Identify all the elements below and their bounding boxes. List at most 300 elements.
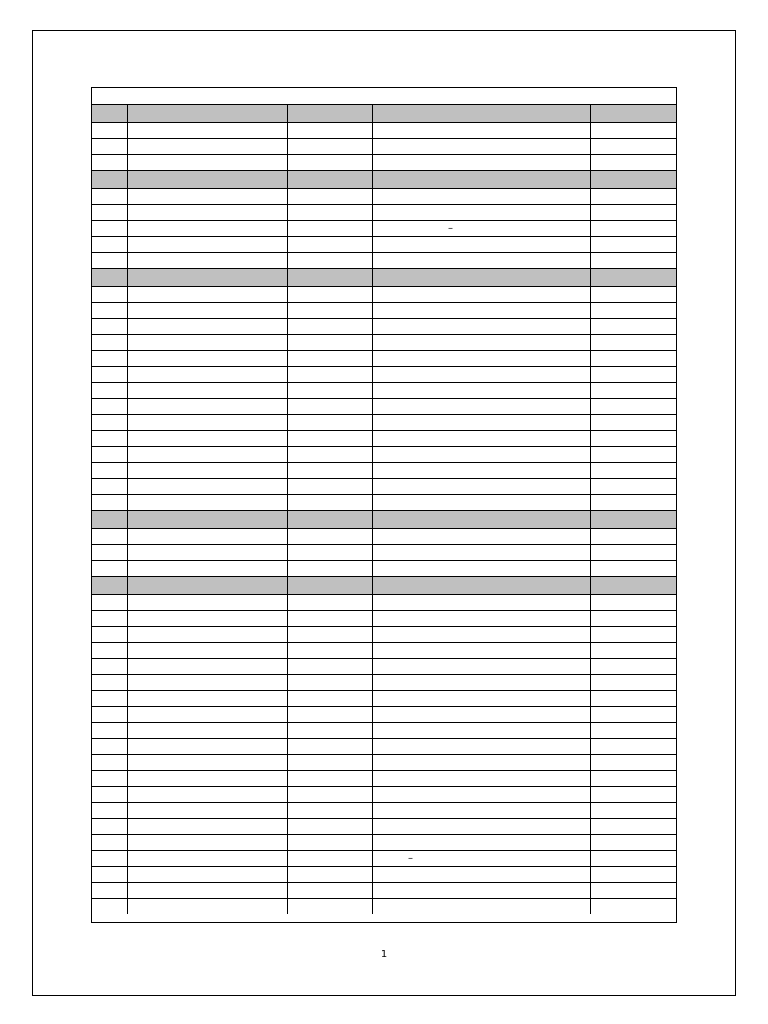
table-cell: [591, 787, 676, 802]
table-cell: [92, 739, 128, 754]
table-cell: [128, 529, 288, 544]
table-cell: [591, 707, 676, 722]
table-cell: [373, 335, 591, 350]
table-cell: [288, 595, 373, 610]
table-cell: [373, 755, 591, 770]
table-cell: [288, 253, 373, 268]
table-cell: [373, 787, 591, 802]
header-cell: [373, 511, 591, 528]
table-cell: [92, 479, 128, 494]
table-cell: [128, 643, 288, 658]
table-cell: [128, 707, 288, 722]
table-cell: [288, 899, 373, 914]
table-cell: [92, 835, 128, 850]
table-cell: [92, 155, 128, 170]
table-row: [92, 287, 676, 303]
table-cell: [128, 431, 288, 446]
table-cell: [373, 123, 591, 138]
table-row: [92, 139, 676, 155]
table-row: [92, 627, 676, 643]
table-cell: [373, 287, 591, 302]
table-cell: [92, 707, 128, 722]
table-cell: [373, 351, 591, 366]
table-cell: [591, 611, 676, 626]
table-cell: [373, 723, 591, 738]
table-cell: [591, 755, 676, 770]
table-cell: [288, 787, 373, 802]
table-cell: [92, 755, 128, 770]
table-cell: [92, 899, 128, 914]
header-cell: [288, 577, 373, 594]
table-cell: [591, 899, 676, 914]
table-row: [92, 659, 676, 675]
table-cell: [591, 723, 676, 738]
table-row: [92, 319, 676, 335]
table-cell: [128, 627, 288, 642]
table-cell: [591, 495, 676, 510]
table-cell: [128, 253, 288, 268]
table-cell: [288, 611, 373, 626]
table-cell: [373, 155, 591, 170]
table-cell: [92, 723, 128, 738]
table-cell: [288, 545, 373, 560]
table-cell: [128, 495, 288, 510]
header-cell: [92, 269, 128, 286]
table-cell: [92, 237, 128, 252]
table-cell: [373, 803, 591, 818]
table-row: [92, 479, 676, 495]
table-cell: [591, 675, 676, 690]
table-cell: [92, 627, 128, 642]
table-cell: [591, 205, 676, 220]
table-cell: [92, 643, 128, 658]
table-cell: [92, 611, 128, 626]
table-row: [92, 205, 676, 221]
table-cell: [373, 739, 591, 754]
table-row: [92, 253, 676, 269]
table-cell: [373, 237, 591, 252]
table-cell: [591, 463, 676, 478]
table-cell: [288, 447, 373, 462]
table-cell: [92, 867, 128, 882]
section-header-row: [92, 171, 676, 189]
table-cell: [373, 771, 591, 786]
table-cell: [128, 189, 288, 204]
table-row: [92, 351, 676, 367]
section-header-row: [92, 269, 676, 287]
table-cell: [591, 819, 676, 834]
section-header-row: [92, 105, 676, 123]
table-row: [92, 529, 676, 545]
table-row: [92, 595, 676, 611]
table-row: [92, 723, 676, 739]
table-row: [92, 771, 676, 787]
table-cell: [128, 351, 288, 366]
dash-mark: –: [448, 223, 453, 234]
table-cell: [591, 319, 676, 334]
table-cell: [288, 691, 373, 706]
table-cell: [128, 691, 288, 706]
table-title-row: [92, 88, 676, 105]
table-cell: [373, 561, 591, 576]
header-cell: [591, 171, 676, 188]
table-cell: [128, 561, 288, 576]
table-row: [92, 707, 676, 723]
table-cell: [128, 595, 288, 610]
table-cell: [288, 771, 373, 786]
table-cell: [288, 835, 373, 850]
table-cell: [92, 529, 128, 544]
table-cell: [288, 319, 373, 334]
table-cell: [128, 139, 288, 154]
section-header-row: [92, 577, 676, 595]
table-cell: [288, 739, 373, 754]
table-cell: [288, 303, 373, 318]
table-cell: [92, 189, 128, 204]
table-cell: [92, 447, 128, 462]
table-cell: [128, 819, 288, 834]
table-cell: [591, 561, 676, 576]
table-cell: [92, 803, 128, 818]
header-cell: [288, 269, 373, 286]
table-row: [92, 561, 676, 577]
table-row: [92, 399, 676, 415]
table-cell: [373, 495, 591, 510]
table-cell: [373, 479, 591, 494]
table-row: [92, 803, 676, 819]
table-cell: [288, 561, 373, 576]
table-cell: [128, 237, 288, 252]
table-body: [92, 105, 676, 914]
table-cell: [92, 399, 128, 414]
header-cell: [128, 269, 288, 286]
table-cell: [288, 367, 373, 382]
table-cell: [591, 529, 676, 544]
header-cell: [373, 269, 591, 286]
table-row: [92, 545, 676, 561]
table-cell: [373, 253, 591, 268]
table-row: [92, 755, 676, 771]
table-cell: [591, 123, 676, 138]
table-cell: [373, 319, 591, 334]
table-cell: [373, 221, 591, 236]
header-cell: [128, 511, 288, 528]
table-cell: [373, 691, 591, 706]
table-cell: [373, 529, 591, 544]
table-cell: [288, 851, 373, 866]
table-cell: [591, 771, 676, 786]
header-cell: [373, 171, 591, 188]
header-cell: [128, 105, 288, 122]
table-cell: [92, 495, 128, 510]
table-row: [92, 739, 676, 755]
table-cell: [373, 867, 591, 882]
table-row: [92, 495, 676, 511]
table-cell: [373, 851, 591, 866]
header-cell: [92, 105, 128, 122]
table-cell: [288, 529, 373, 544]
table-cell: [128, 303, 288, 318]
table-cell: [591, 851, 676, 866]
table-cell: [288, 755, 373, 770]
table-cell: [373, 383, 591, 398]
table-cell: [92, 287, 128, 302]
table-cell: [92, 221, 128, 236]
header-cell: [92, 511, 128, 528]
table-cell: [288, 463, 373, 478]
table-cell: [288, 659, 373, 674]
table-cell: [92, 675, 128, 690]
table-cell: [288, 139, 373, 154]
table-cell: [92, 771, 128, 786]
header-cell: [288, 105, 373, 122]
table-cell: [288, 723, 373, 738]
table-cell: [288, 399, 373, 414]
table-cell: [373, 205, 591, 220]
header-cell: [128, 171, 288, 188]
table-row: [92, 463, 676, 479]
table-cell: [92, 595, 128, 610]
table-cell: [591, 867, 676, 882]
table-row: [92, 819, 676, 835]
table-cell: [373, 899, 591, 914]
table-cell: [288, 415, 373, 430]
table-cell: [591, 739, 676, 754]
table-cell: [128, 221, 288, 236]
table-cell: [128, 415, 288, 430]
table-row: [92, 835, 676, 851]
table-row: [92, 867, 676, 883]
table-cell: [591, 367, 676, 382]
table-row: [92, 237, 676, 253]
table-cell: [128, 155, 288, 170]
table-cell: [128, 851, 288, 866]
table-cell: [288, 495, 373, 510]
table-cell: [128, 383, 288, 398]
table-cell: [128, 739, 288, 754]
table-cell: [92, 545, 128, 560]
table-row: [92, 155, 676, 171]
table-cell: [373, 675, 591, 690]
table-cell: [288, 335, 373, 350]
table-cell: [128, 867, 288, 882]
header-cell: [128, 577, 288, 594]
table-cell: [288, 883, 373, 898]
table-cell: [288, 189, 373, 204]
table-cell: [128, 367, 288, 382]
table-cell: [92, 415, 128, 430]
table-cell: [288, 237, 373, 252]
table-cell: [288, 707, 373, 722]
table-cell: [128, 205, 288, 220]
table-row: [92, 335, 676, 351]
table-cell: [288, 221, 373, 236]
table-cell: [591, 415, 676, 430]
table-cell: [92, 787, 128, 802]
table-cell: [591, 253, 676, 268]
table-cell: [92, 561, 128, 576]
table-cell: [92, 463, 128, 478]
table-cell: [92, 303, 128, 318]
table-cell: [591, 383, 676, 398]
table-cell: [128, 335, 288, 350]
table-row: [92, 447, 676, 463]
table-cell: [373, 303, 591, 318]
table-cell: [591, 351, 676, 366]
table-cell: [92, 431, 128, 446]
header-cell: [591, 105, 676, 122]
table-cell: [288, 205, 373, 220]
table-cell: [92, 123, 128, 138]
table-cell: [128, 463, 288, 478]
header-cell: [373, 577, 591, 594]
table-cell: [373, 367, 591, 382]
table-row: [92, 899, 676, 914]
table-cell: [591, 431, 676, 446]
table-cell: [288, 627, 373, 642]
table-cell: [288, 351, 373, 366]
table-cell: [128, 447, 288, 462]
table-cell: [92, 819, 128, 834]
table-cell: [591, 287, 676, 302]
table-cell: [373, 463, 591, 478]
table-row: [92, 675, 676, 691]
table-cell: [591, 659, 676, 674]
table-cell: [92, 659, 128, 674]
table-row: [92, 189, 676, 205]
table-cell: [591, 803, 676, 818]
table-row: [92, 643, 676, 659]
table-cell: [373, 545, 591, 560]
table-cell: [591, 335, 676, 350]
table-cell: [373, 643, 591, 658]
table-cell: [288, 431, 373, 446]
header-cell: [591, 577, 676, 594]
table-cell: [373, 819, 591, 834]
table-cell: [591, 139, 676, 154]
table-cell: [288, 643, 373, 658]
table-cell: [591, 237, 676, 252]
table-cell: [591, 221, 676, 236]
table-cell: [128, 611, 288, 626]
table-cell: [288, 123, 373, 138]
table-cell: [373, 415, 591, 430]
table-cell: [373, 447, 591, 462]
table-cell: [92, 319, 128, 334]
table-cell: [373, 627, 591, 642]
table-cell: [92, 883, 128, 898]
table-row: [92, 691, 676, 707]
table-cell: [591, 835, 676, 850]
table-cell: [128, 287, 288, 302]
header-cell: [288, 511, 373, 528]
table-cell: [288, 155, 373, 170]
table-cell: [591, 883, 676, 898]
table-cell: [128, 803, 288, 818]
table-cell: [128, 675, 288, 690]
table-cell: [92, 851, 128, 866]
table-cell: [128, 755, 288, 770]
table-cell: [591, 447, 676, 462]
table-cell: [373, 883, 591, 898]
page-number: 1: [380, 949, 388, 960]
table-row: [92, 415, 676, 431]
table-cell: [288, 803, 373, 818]
table-cell: [373, 431, 591, 446]
table-row: [92, 851, 676, 867]
table-cell: [373, 189, 591, 204]
header-cell: [373, 105, 591, 122]
section-header-row: [92, 511, 676, 529]
table-cell: [591, 303, 676, 318]
table-cell: [92, 691, 128, 706]
table-cell: [591, 399, 676, 414]
table-cell: [288, 479, 373, 494]
table-cell: [591, 479, 676, 494]
header-cell: [92, 577, 128, 594]
table-cell: [128, 399, 288, 414]
table-cell: [128, 787, 288, 802]
table-cell: [373, 399, 591, 414]
table-cell: [128, 771, 288, 786]
table-cell: [92, 351, 128, 366]
table-row: [92, 123, 676, 139]
table-row: [92, 383, 676, 399]
table-cell: [128, 899, 288, 914]
table-row: [92, 367, 676, 383]
table-cell: [92, 205, 128, 220]
table-cell: [288, 819, 373, 834]
table-row: [92, 221, 676, 237]
table-cell: [288, 867, 373, 882]
table-cell: [128, 835, 288, 850]
table-row: [92, 303, 676, 319]
table-cell: [128, 123, 288, 138]
table-cell: [128, 319, 288, 334]
table-cell: [591, 595, 676, 610]
table-cell: [92, 335, 128, 350]
table-cell: [92, 139, 128, 154]
table-cell: [128, 659, 288, 674]
header-cell: [591, 511, 676, 528]
table-cell: [591, 545, 676, 560]
table-row: [92, 431, 676, 447]
table-cell: [288, 383, 373, 398]
table-cell: [92, 383, 128, 398]
table-row: [92, 611, 676, 627]
table-cell: [92, 253, 128, 268]
header-cell: [92, 171, 128, 188]
table-cell: [373, 835, 591, 850]
data-table: [91, 87, 677, 923]
table-cell: [128, 545, 288, 560]
table-cell: [591, 643, 676, 658]
table-row: [92, 787, 676, 803]
header-cell: [288, 171, 373, 188]
table-cell: [288, 287, 373, 302]
table-cell: [128, 479, 288, 494]
table-cell: [591, 189, 676, 204]
table-cell: [128, 883, 288, 898]
table-cell: [92, 367, 128, 382]
table-cell: [373, 707, 591, 722]
header-cell: [591, 269, 676, 286]
table-cell: [128, 723, 288, 738]
table-cell: [373, 611, 591, 626]
table-row: [92, 883, 676, 899]
table-cell: [591, 155, 676, 170]
table-cell: [591, 627, 676, 642]
